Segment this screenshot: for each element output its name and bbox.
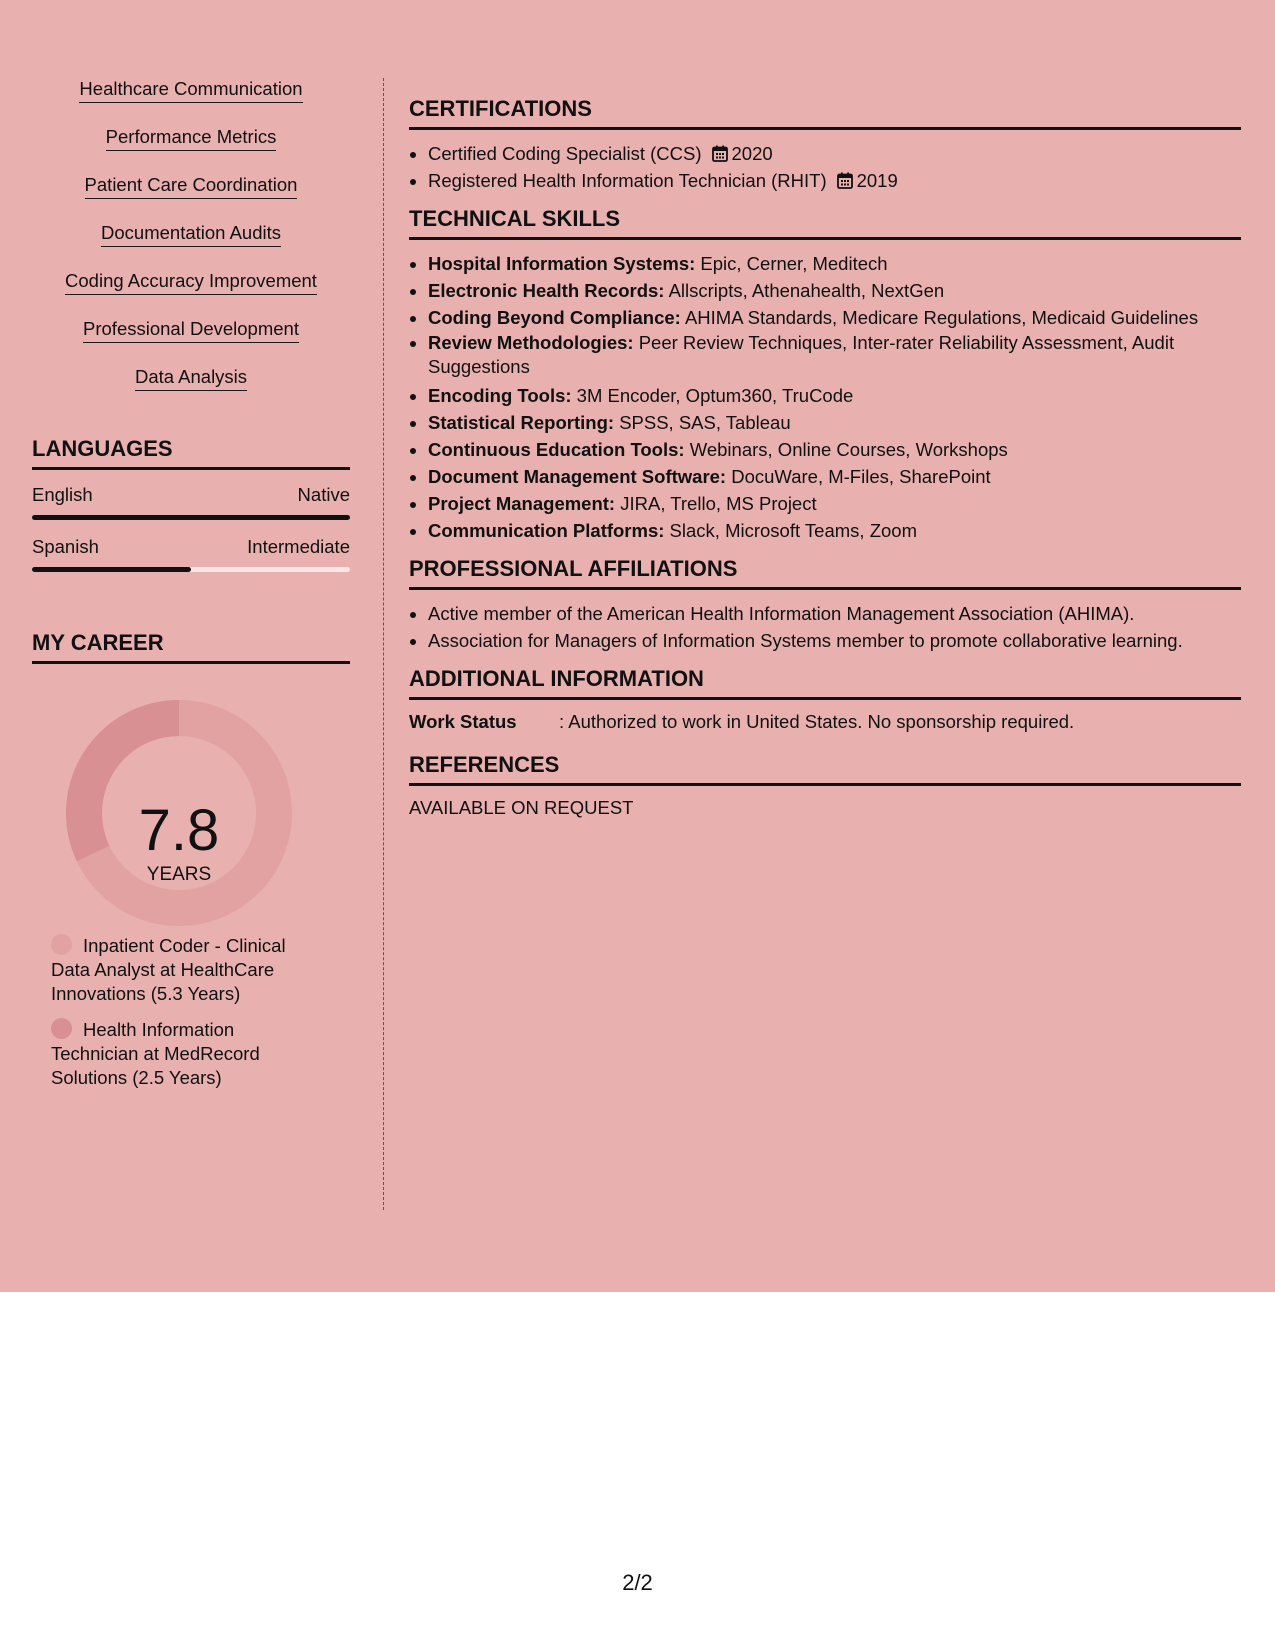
skill-category: Coding Beyond Compliance:: [428, 307, 681, 328]
technical-skill-item: [428, 490, 1241, 517]
skill-category: Review Methodologies:: [428, 332, 634, 353]
references-heading: REFERENCES: [409, 752, 1241, 786]
language-item: [32, 484, 350, 520]
skill-category: Encoding Tools:: [428, 385, 572, 406]
additional-info-heading: ADDITIONAL INFORMATION: [409, 666, 1241, 700]
skill-tag: Healthcare Communication: [79, 78, 302, 103]
skill-tag: Coding Accuracy Improvement: [65, 270, 317, 295]
certifications-heading: CERTIFICATIONS: [409, 96, 1241, 130]
skill-category: Electronic Health Records:: [428, 280, 665, 301]
skill-tag: Data Analysis: [135, 366, 247, 391]
language-name: English: [32, 484, 93, 505]
language-item: [32, 536, 350, 572]
career-heading: MY CAREER: [32, 630, 350, 664]
skill-category: Communication Platforms:: [428, 520, 665, 541]
certification-name: Registered Health Information Technician (RHIT): [428, 170, 827, 191]
technical-skill-item: [428, 517, 1241, 544]
skill-category: Document Management Software:: [428, 466, 727, 487]
technical-skill-item: [428, 436, 1241, 463]
skill-tag: Performance Metrics: [106, 126, 277, 151]
skill-tags-list: [32, 78, 350, 391]
technical-skill-item: [428, 331, 1241, 379]
skill-category: Statistical Reporting:: [428, 412, 615, 433]
skill-values: Epic, Cerner, Meditech: [695, 253, 888, 274]
work-status-value: : Authorized to work in United States. No sponsorship required.: [559, 711, 1075, 732]
calendar-icon: [712, 145, 728, 162]
language-level: Native: [297, 484, 350, 505]
work-status-label: Work Status: [409, 711, 517, 732]
career-total-years: 7.8: [138, 798, 220, 863]
column-divider: [383, 78, 384, 1210]
technical-skill-item: [428, 382, 1241, 409]
certifications-list: [409, 140, 1241, 194]
work-status-row: [409, 710, 1241, 734]
technical-skill-item: [428, 304, 1241, 331]
certification-year: 2019: [856, 170, 898, 191]
language-proficiency-fill: [32, 567, 191, 572]
skill-tag: Documentation Audits: [101, 222, 281, 247]
certification-item: [428, 140, 1241, 167]
language-proficiency-bar: [32, 515, 350, 520]
career-total-unit: YEARS: [146, 864, 212, 885]
skill-values: JIRA, Trello, MS Project: [615, 493, 817, 514]
career-legend-item: [51, 1018, 311, 1090]
legend-dot: [51, 1018, 72, 1039]
skill-tag: Patient Care Coordination: [85, 174, 298, 199]
languages-heading: LANGUAGES: [32, 436, 350, 470]
page-number: 2/2: [622, 1570, 653, 1595]
skill-category: Continuous Education Tools:: [428, 439, 685, 460]
skill-values: DocuWare, M-Files, SharePoint: [726, 466, 991, 487]
legend-dot: [51, 934, 72, 955]
career-legend-text: Inpatient Coder - Clinical Data Analyst at HealthCare Innovations (5.3 Years): [51, 935, 286, 1004]
language-name: Spanish: [32, 536, 99, 557]
calendar-icon: [837, 172, 853, 189]
career-donut-chart: [32, 684, 350, 934]
skill-values: SPSS, SAS, Tableau: [614, 412, 791, 433]
certification-item: [428, 167, 1241, 194]
affiliation-item: • Active member of the American Health Information Management Association (AHIMA).: [428, 600, 1241, 627]
career-legend-text: Health Information Technician at MedRecord Solutions (2.5 Years): [51, 1019, 260, 1088]
technical-skill-item: [428, 463, 1241, 490]
language-level: Intermediate: [247, 536, 350, 557]
skill-tag: Professional Development: [83, 318, 299, 343]
affiliations-list: [409, 600, 1241, 654]
skill-values: Peer Review Techniques, Inter-rater Reliability Assessment, Audit Suggestions: [428, 332, 1175, 377]
technical-skill-item: [428, 250, 1241, 277]
skill-category: Project Management:: [428, 493, 616, 514]
certification-name: Certified Coding Specialist (CCS): [428, 143, 702, 164]
skill-values: AHIMA Standards, Medicare Regulations, Medicaid Guidelines: [680, 307, 1199, 328]
skill-values: Webinars, Online Courses, Workshops: [684, 439, 1008, 460]
language-proficiency-bar: [32, 567, 350, 572]
affiliations-heading: PROFESSIONAL AFFILIATIONS: [409, 556, 1241, 590]
affiliation-item: • Association for Managers of Information Systems member to promote collaborative learning.: [428, 627, 1241, 654]
skill-values: Allscripts, Athenahealth, NextGen: [664, 280, 945, 301]
skill-values: Slack, Microsoft Teams, Zoom: [664, 520, 917, 541]
references-text: AVAILABLE ON REQUEST: [409, 797, 634, 818]
technical-skills-list: [409, 250, 1241, 544]
technical-skills-heading: TECHNICAL SKILLS: [409, 206, 1241, 240]
left-column: [32, 78, 350, 1102]
language-proficiency-fill: [32, 515, 350, 520]
career-legend-item: [51, 934, 311, 1006]
technical-skill-item: [428, 409, 1241, 436]
technical-skill-item: [428, 277, 1241, 304]
skill-values: 3M Encoder, Optum360, TruCode: [571, 385, 854, 406]
skill-category: Hospital Information Systems:: [428, 253, 696, 274]
right-column: [409, 78, 1241, 820]
certification-year: 2020: [731, 143, 773, 164]
